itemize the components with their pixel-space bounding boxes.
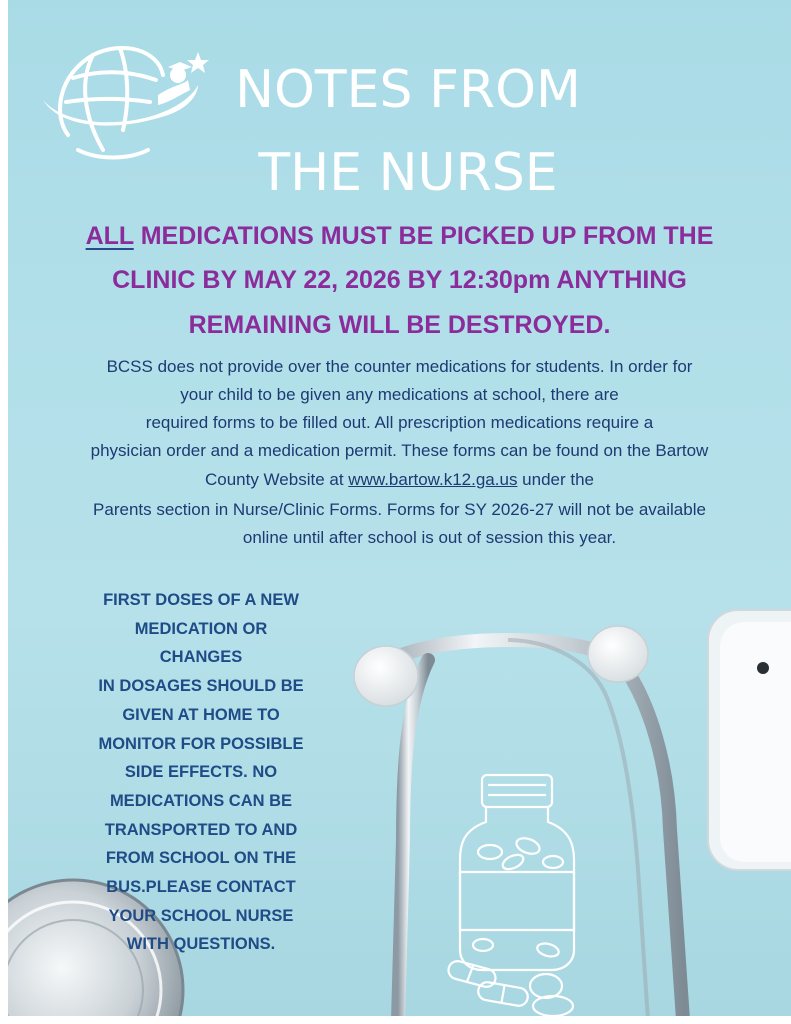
body-line-7: online until after school is out of session this year. bbox=[242, 528, 617, 547]
nurse-flyer bbox=[8, 0, 791, 1016]
headline-line-1-text: MEDICATIONS MUST BE PICKED UP FROM THE bbox=[133, 222, 714, 250]
body-line-5-after: under the bbox=[517, 470, 595, 489]
first-dose-notice bbox=[70, 586, 332, 959]
page-title-line-1: NOTES FROM bbox=[235, 60, 581, 120]
page-title-line-2: THE NURSE bbox=[258, 143, 558, 203]
first-dose-line: CHANGES bbox=[159, 648, 243, 667]
headline-line-3: REMAINING WILL BE DESTROYED. bbox=[188, 311, 611, 339]
first-dose-line: MEDICATION OR bbox=[134, 619, 268, 638]
globe-graduate-star-logo bbox=[38, 40, 213, 170]
ear-tip-right bbox=[588, 626, 648, 682]
headline-emphasis: ALL bbox=[85, 222, 134, 250]
body-line-5 bbox=[8, 469, 791, 491]
capsules-icon bbox=[446, 959, 573, 1016]
first-dose-line: GIVEN AT HOME TO bbox=[122, 705, 280, 724]
device-shape bbox=[708, 610, 791, 870]
first-dose-line: FROM SCHOOL ON THE bbox=[105, 849, 297, 868]
first-dose-line: FIRST DOSES OF A NEW bbox=[103, 591, 299, 609]
first-dose-line: TRANSPORTED TO AND bbox=[104, 820, 298, 839]
body-line-6: Parents section in Nurse/Clinic Forms. Forms for SY 2026-27 will not be available bbox=[93, 500, 706, 519]
first-dose-line: SIDE EFFECTS. NO bbox=[124, 763, 278, 782]
first-dose-line: WITH QUESTIONS. bbox=[126, 935, 276, 954]
body-line-1: BCSS does not provide over the counter medications for students. In order for bbox=[106, 357, 693, 376]
body-line-5-before: County Website at bbox=[204, 470, 349, 489]
first-dose-line: IN DOSAGES SHOULD BE bbox=[98, 677, 304, 696]
pill-bottle-icon bbox=[460, 775, 574, 970]
first-dose-line: YOUR SCHOOL NURSE bbox=[108, 906, 294, 925]
first-dose-line: BUS.PLEASE CONTACT bbox=[106, 878, 296, 897]
headline-line-1 bbox=[8, 221, 791, 251]
first-dose-line: MONITOR FOR POSSIBLE bbox=[98, 734, 304, 753]
first-dose-line: MEDICATIONS CAN BE bbox=[109, 791, 293, 810]
body-line-2: your child to be given any medications at school, there are bbox=[180, 385, 619, 404]
body-line-3: required forms to be filled out. All prescription medications require a bbox=[145, 413, 654, 432]
ear-tip-left bbox=[354, 646, 418, 706]
headline-line-2: CLINIC BY MAY 22, 2026 BY 12:30pm ANYTHING bbox=[112, 266, 687, 294]
body-line-4: physician order and a medication permit. These forms can be found on the Bartow bbox=[90, 441, 709, 460]
bartow-website-link[interactable]: www.bartow.k12.ga.us bbox=[348, 470, 518, 489]
